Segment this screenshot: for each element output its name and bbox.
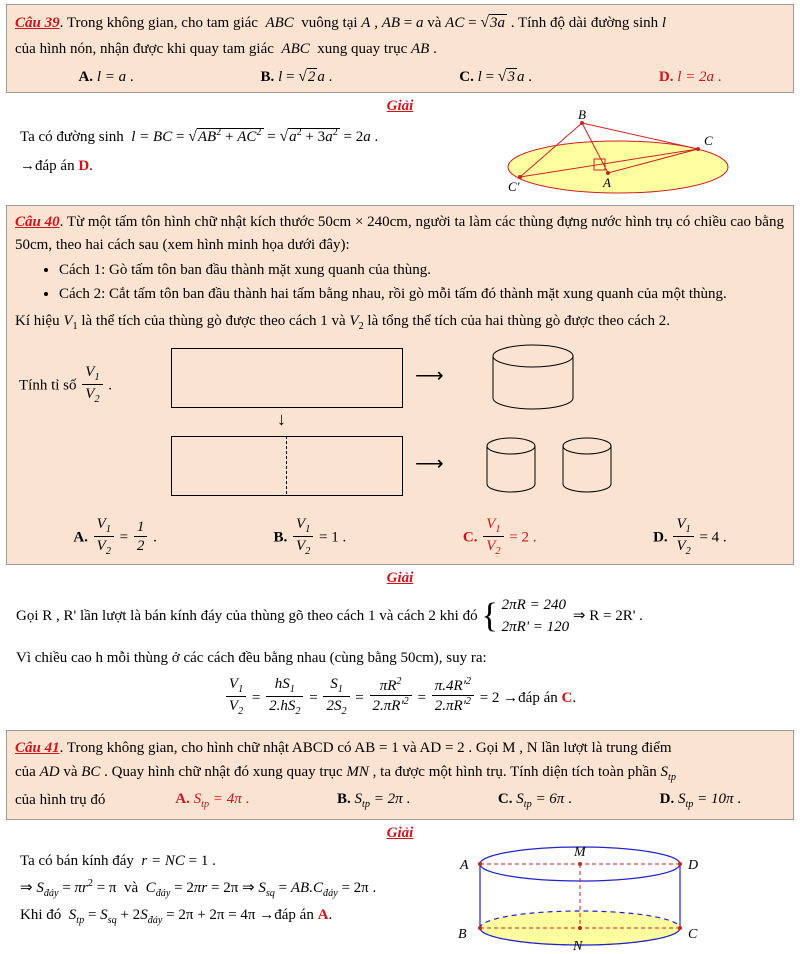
bullet-1: • Cách 1: Gò tấm tôn ban đầu thành mặt xung quanh của thùng. [59, 260, 785, 282]
question-39-box [6, 4, 794, 93]
option-b[interactable]: B. $\frac{V_1}{V_2}$ = 1 . [273, 516, 347, 557]
q40-answer: C [561, 689, 573, 706]
cylinders-small [481, 434, 631, 504]
arrow-right-2: ⟶ [415, 453, 444, 476]
q40-solution-math: $\frac{V_1}{V_2}$ = $\frac{hS_1}{2.hS_2}$ = $\frac{S_1}{2S_2}$ = $\frac{\pi R^2}{2.\pi R'^2}$ = $\frac{\pi.4R'^2}{2.\pi R'^2}$ = 2 →đáp án C. [0, 676, 800, 718]
system-eq-1: 2πR = 240 [501, 597, 566, 614]
svg-text:A: A [460, 857, 469, 873]
option-b[interactable]: B. l = √2 a . [260, 68, 333, 86]
question-40-label: Câu 40 [15, 214, 60, 231]
svg-text:N: N [573, 938, 583, 954]
question-39-label: Câu 39 [15, 15, 60, 31]
option-d[interactable]: D. l = 2a . [658, 68, 722, 85]
question-41-text-3: của hình trụ đó [15, 791, 106, 808]
question-41-giai-heading: Giải [386, 824, 414, 841]
q41-answer: A [317, 906, 329, 923]
svg-text:C: C [704, 133, 713, 149]
cone-figure-q39 [490, 107, 750, 199]
option-b[interactable]: B. $S_{tp} = 2\pi$ . [337, 790, 411, 810]
option-c[interactable]: C. $\frac{V_1}{V_2}$ = 2 . [462, 516, 537, 557]
q40-solution-line2: Vì chiều cao h mỗi thùng ở các cách đều bằng nhau (cùng bằng 50cm), suy ra: [16, 649, 487, 666]
cylinder-figure-q41 [440, 842, 740, 954]
question-39-line2: của hình nón, nhận được khi quay tam giác ABC xung quay trục AB . [15, 40, 437, 57]
svg-text:C': C' [508, 179, 520, 195]
question-41-line2: của AD và BC . Quay hình chữ nhật đó xung quay trục MN , ta được một hình trụ. Tính diện tích toàn phần $S_{tp}$ [15, 764, 676, 784]
option-c[interactable]: C. $S_{tp} = 6\pi$ . [497, 790, 572, 810]
question-40-intro-text: . Từ một tấm tôn hình chữ nhật kích thước 50cm × 240cm, người ta làm các thùng đựng nước hình trụ có chiều cao bằng 50cm, theo hai cách sau (xem hình minh họa dưới đây): [15, 214, 784, 253]
q39-solution-line1: Ta có đường sinh l = BC = $√AB^2 + AC^2 = √a^2 + 3a^2 = 2a$ . [20, 127, 379, 146]
question-41-label: Câu 41 [15, 740, 60, 757]
split-dash-line [286, 436, 287, 494]
question-40-kihieu: Kí hiệu $V_1$ là thể tích của thùng gò được theo cách 1 và $V_2$ là tổng thể tích của hai thùng gò được theo cách 2. [15, 312, 671, 332]
question-41-text-1: . Trong không gian, cho hình chữ nhật ABCD có AB = 1 và AD = 2 . Gọi M , N lần lượt là trung điểm [59, 740, 672, 757]
option-c[interactable]: C. l = √3 a . [459, 68, 532, 86]
question-41-box [6, 730, 794, 820]
question-40-box [6, 205, 794, 565]
option-a[interactable]: A. $S_{tp} = 4\pi$ . [175, 790, 250, 810]
q39-answer: D [78, 158, 90, 175]
option-d[interactable]: D. $\frac{V_1}{V_2}$ = 4 . [653, 516, 727, 557]
question-41-solution-area [0, 844, 800, 954]
q41-solution-line1: Ta có bán kính đáy r = NC = 1 . [20, 852, 216, 869]
q41-solution-line2: ⇒ $S_{đáy} = \pi r^2 = \pi$ và $C_{đáy} = 2\pi r = 2\pi$ ⇒ $S_{sq} = AB.C_{đáy} = 2\pi$ . [20, 877, 377, 899]
document-page [0, 4, 800, 954]
q40-solution-line1: Gọi R , R' lần lượt là bán kính đáy của thùng gõ theo cách 1 và cách 2 khi đó { 2πR = 240 2πR' = 120 ⇒ R = 2R' . [16, 595, 788, 639]
sheet-rect-split [171, 436, 403, 496]
svg-text:C: C [688, 926, 698, 942]
svg-text:D: D [688, 857, 699, 873]
q39-solution-line2: →đáp án D. [20, 158, 93, 175]
arrow-right-1: ⟶ [415, 365, 444, 388]
question-41-line1 [15, 736, 785, 760]
q40-tinh-tiso: Tính tỉ số $\frac{V_1}{V_2}$ . [19, 364, 113, 405]
question-39-text-1: . Trong không gian, cho tam giác [59, 15, 258, 31]
sheet-rect-full [171, 348, 403, 408]
arrow-down: ↓ [277, 409, 286, 430]
option-a[interactable]: A. l = a . [78, 68, 134, 85]
svg-text:A: A [603, 175, 611, 191]
svg-text:M: M [574, 844, 586, 860]
q41-solution-line3: Khi đó $S_{tp} = S_{sq} + 2S_{đáy} = 2\pi + 2\pi = 4\pi$ →đáp án A. [20, 906, 333, 926]
svg-text:B: B [458, 926, 467, 942]
option-d[interactable]: D. $S_{tp} = 10\pi$ . [659, 790, 742, 810]
option-a[interactable]: A. $\frac{V_1}{V_2}$ = $\frac{1}{2}$ . [73, 516, 157, 557]
question-39-statement: Câu 39. Trong không gian, cho tam giác ABC vuông tại A , AB = a và AC = √3a . Tính độ dài đường sinh l của hình nón, nhận được khi quay tam giác ABC xung quay trục AB . [15, 14, 667, 57]
question-40-bullets [41, 260, 785, 306]
question-39-options [15, 68, 785, 86]
question-40-options [15, 516, 785, 558]
system-eq-2: 2πR' = 120 [501, 618, 570, 635]
question-39-solution-area [0, 107, 800, 201]
bullet-2: • Cách 2: Cắt tấm tôn ban đầu thành hai tấm bằng nhau, rồi gò mỗi tấm đó thành mặt xung quanh của một thùng. [59, 284, 785, 306]
question-40-intro [15, 211, 785, 256]
question-40-figures [15, 336, 785, 514]
cylinder-big [485, 342, 595, 418]
question-39-giai-heading: Giải [386, 98, 414, 115]
svg-text:B: B [578, 107, 586, 123]
question-40-giai-heading: Giải [386, 570, 414, 587]
question-41-line3-options [15, 787, 785, 813]
system-implies: ⇒ R = 2R' . [572, 608, 643, 625]
